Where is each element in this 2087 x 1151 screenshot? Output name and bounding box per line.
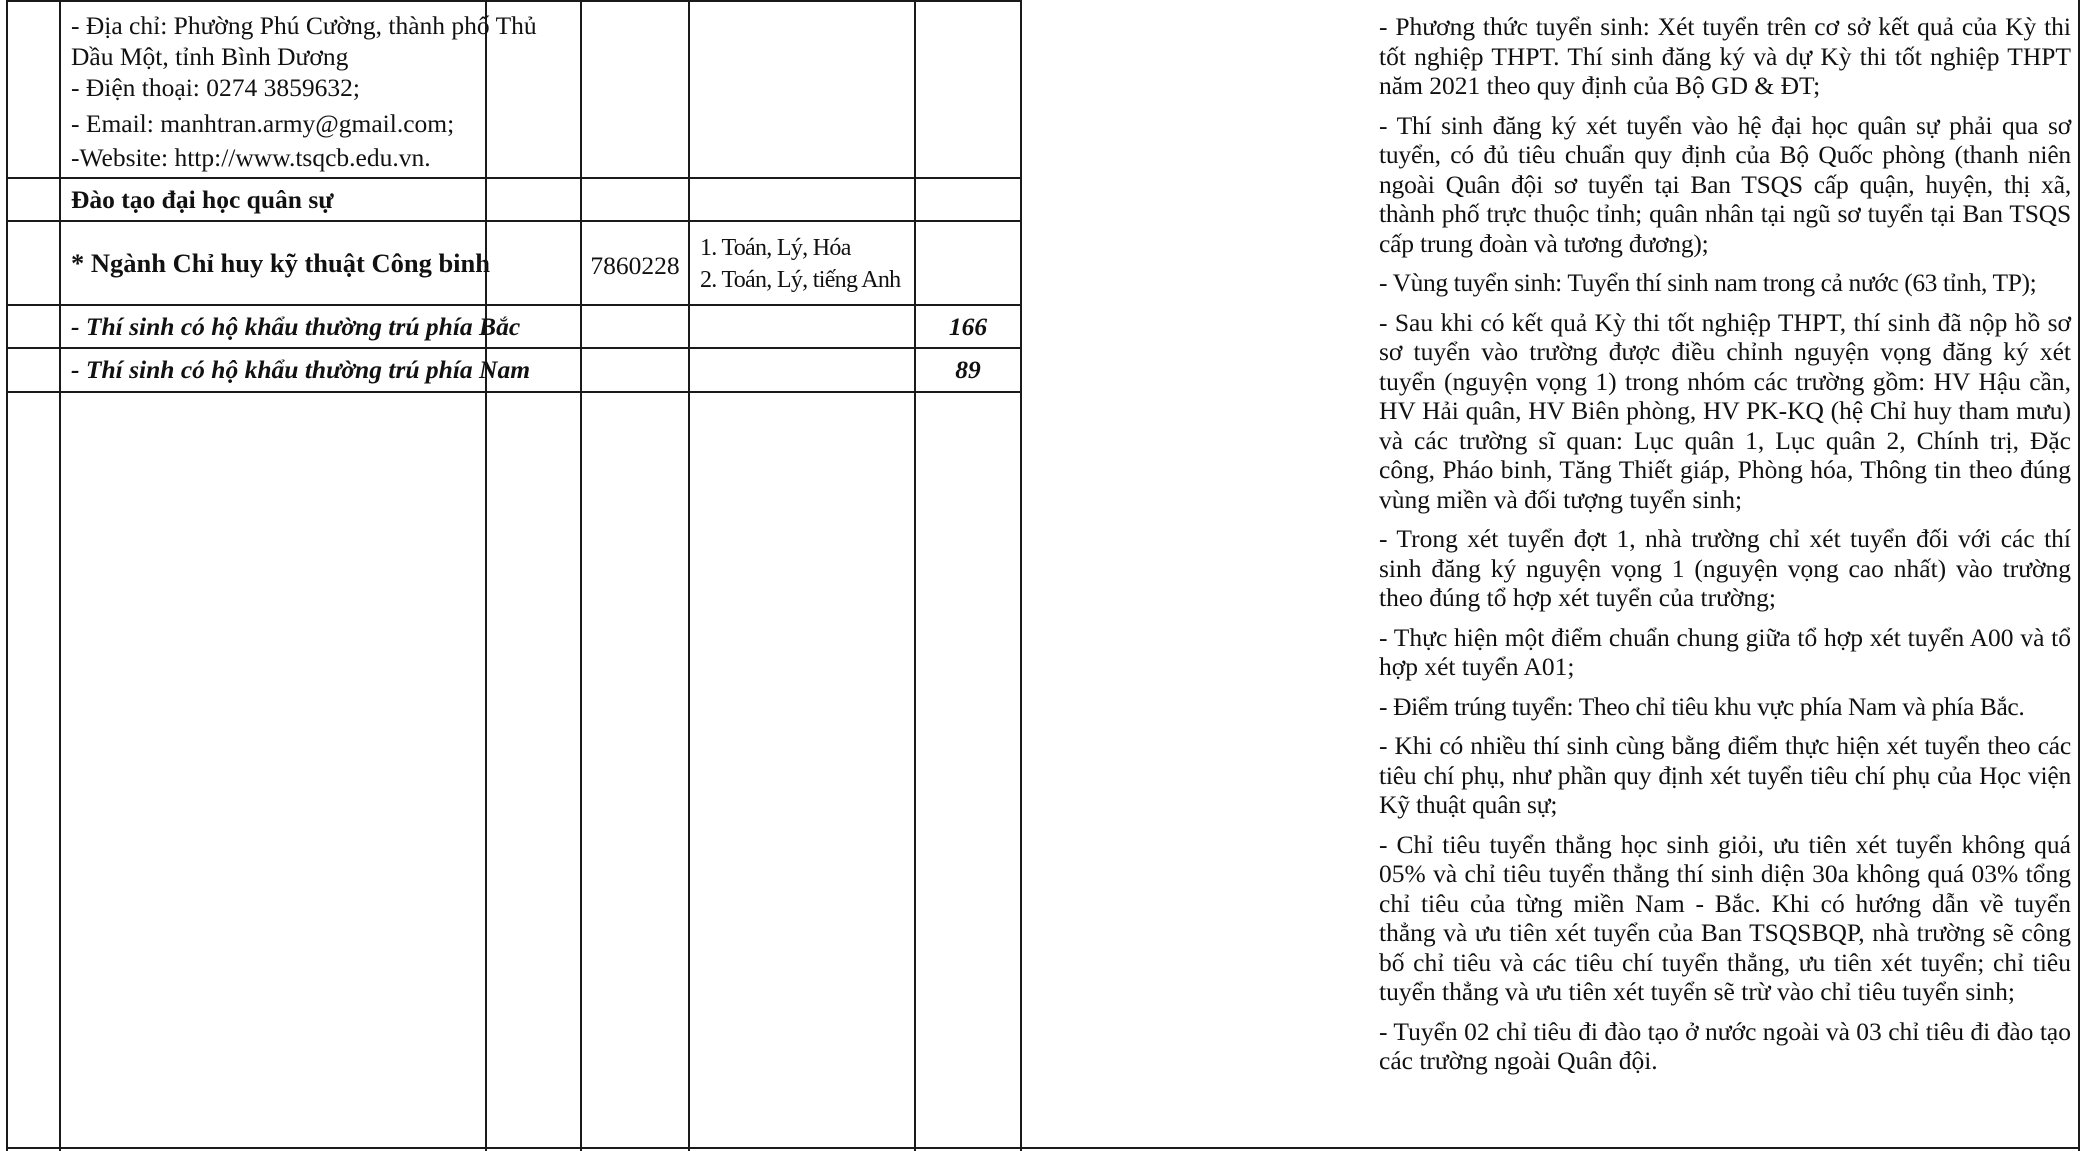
school-email: - Email: manhtran.army@gmail.com; [71,109,455,138]
major-combo-2: 2. Toán, Lý, tiếng Anh [700,267,901,293]
section-title: Đào tạo đại học quân sự [71,185,334,214]
quota-row-south-value: 89 [955,355,981,384]
column-divider [1020,0,1022,1151]
quota-row-north-value: 166 [948,312,988,341]
row-divider [6,304,1022,306]
row-divider [6,347,1022,349]
column-divider [59,0,61,1151]
column-divider [914,0,916,1151]
column-divider [688,0,690,1151]
note-item: - Tuyển 02 chỉ tiêu đi đào tạo ở nước ngoài và 03 chỉ tiêu đi đào tạo các trường ngoài Quân đội. [1379,1016,2071,1075]
row-divider [6,220,1022,222]
note-item: - Điểm trúng tuyển: Theo chỉ tiêu khu vực phía Nam và phía Bắc. [1379,691,2025,721]
quota-row-south-label: - Thí sinh có hộ khẩu thường trú phía Nam [71,355,531,384]
quota-row-north-label: - Thí sinh có hộ khẩu thường trú phía Bắc [71,312,521,341]
table-border-bottom [6,1147,2080,1149]
row-divider [6,391,1022,393]
note-item: - Phương thức tuyển sinh: Xét tuyển trên cơ sở kết quả của Kỳ thi tốt nghiệp THPT. Thí sinh đăng ký và dự Kỳ thi tốt nghiệp THPT năm 2021 theo quy định của Bộ GD & ĐT; [1379,12,2071,100]
table-border-right [2078,0,2080,1151]
row-divider [6,177,1022,179]
note-item: - Thực hiện một điểm chuẩn chung giữa tổ hợp xét tuyển A00 và tổ hợp xét tuyển A01; [1379,622,2071,681]
table-border-left [6,0,8,1151]
note-item: - Sau khi có kết quả Kỳ thi tốt nghiệp THPT, thí sinh đã nộp hồ sơ sơ tuyển vào trường được điều chỉnh nguyện vọng đăng ký xét tuyển (nguyện vọng 1) trong nhóm các trường gồm: HV Hậu cần, HV Hải quân, HV Biên phòng, HV PK-KQ (hệ Chỉ huy tham mưu) và các trường sĩ quan: Lục quân 1, Lục quân 2, Chính trị, Đặc công, Pháo binh, Tăng Thiết giáp, Phòng hóa, Thông tin theo đúng vùng miền và đối tượng tuyển sinh; [1379,307,2071,514]
column-divider [485,0,487,1151]
major-name: * Ngành Chỉ huy kỹ thuật Công binh [71,248,491,278]
note-item: - Trong xét tuyển đợt 1, nhà trường chỉ xét tuyển đối với các thí sinh đăng ký nguyện vọng 1 (nguyện vọng cao nhất) vào trường theo đúng tổ hợp xét tuyển của trường; [1379,524,2071,612]
school-website: -Website: http://www.tsqcb.edu.vn. [71,143,431,172]
school-phone: - Điện thoại: 0274 3859632; [71,73,360,102]
school-address-line1: - Địa chỉ: Phường Phú Cường, thành phố Thủ [71,11,537,40]
admission-notes [1379,12,2071,1086]
major-code: 7860228 [590,251,680,280]
column-divider [580,0,582,1151]
row-divider [6,0,1022,2]
school-address-line2: Dầu Một, tỉnh Bình Dương [71,42,349,71]
note-item: - Chỉ tiêu tuyển thẳng học sinh giỏi, ưu tiên xét tuyển không quá 05% và chỉ tiêu tuyển thẳng thí sinh diện 30a không quá 03% tổng chỉ tiêu của từng miền Nam - Bắc. Khi có hướng dẫn về tuyển thẳng và ưu tiên xét tuyển của Ban TSQSBQP, nhà trường sẽ công bố chỉ tiêu và các tiêu chí tuyển thẳng, ưu tiên xét tuyển; chỉ tiêu tuyển thẳng và ưu tiên xét tuyển sẽ trừ vào chỉ tiêu tuyển sinh; [1379,829,2071,1006]
major-combo-1: 1. Toán, Lý, Hóa [700,235,851,261]
note-item: - Khi có nhiều thí sinh cùng bằng điểm thực hiện xét tuyển theo các tiêu chí phụ, như phần quy định xét tuyển tiêu chí phụ của Học viện Kỹ thuật quân sự; [1379,731,2071,819]
note-item: - Vùng tuyển sinh: Tuyển thí sinh nam trong cả nước (63 tỉnh, TP); [1379,268,2037,297]
note-item: - Thí sinh đăng ký xét tuyển vào hệ đại học quân sự phải qua sơ tuyển, có đủ tiêu chuẩn quy định của Bộ Quốc phòng (thanh niên ngoài Quân đội sơ tuyển tại Ban TSQS cấp quận, huyện, thị xã, thành phố trực thuộc tỉnh; quân nhân tại ngũ sơ tuyển tại Ban TSQS cấp trung đoàn và tương đương); [1379,110,2071,258]
